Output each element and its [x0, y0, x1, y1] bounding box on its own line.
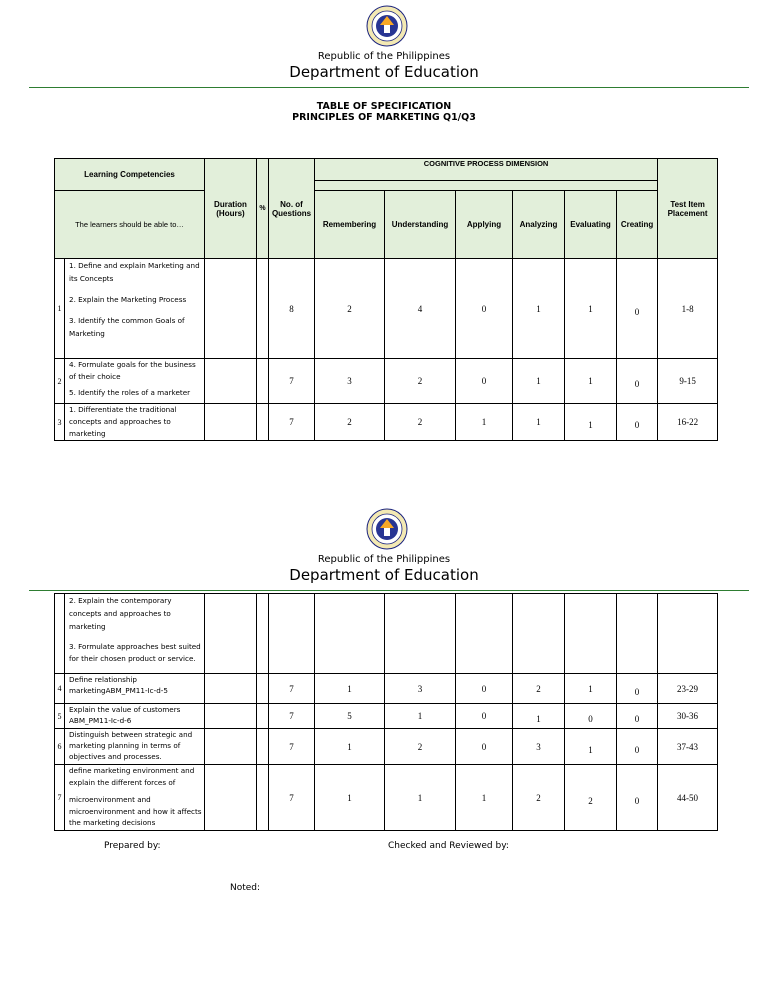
analyzing-cell: 3: [513, 729, 565, 765]
cognitive-header: COGNITIVE PROCESS DIMENSION: [315, 159, 658, 181]
questions-cell: 7: [269, 729, 315, 765]
prepared-by-label: Prepared by:: [104, 841, 161, 851]
checked-reviewed-label: Checked and Reviewed by:: [388, 841, 509, 851]
num-questions-header: No. of Questions: [269, 159, 315, 259]
percent-cell: [257, 729, 269, 765]
placement-cell: 37-43: [658, 729, 718, 765]
analyzing-cell: 1: [513, 704, 565, 729]
questions-cell: 7: [269, 704, 315, 729]
table-row: [55, 765, 718, 831]
competency-cell: [65, 359, 205, 404]
placement-cell: 23-29: [658, 674, 718, 704]
competency-cell: [65, 404, 205, 441]
evaluating-cell: 1: [565, 259, 617, 359]
competency-text: 2. Explain the contemporary concepts and approaches to marketing: [69, 596, 172, 631]
row-index: [55, 594, 65, 674]
analyzing-cell: 1: [513, 359, 565, 404]
republic-label: Republic of the Philippines: [317, 554, 451, 565]
applying-cell: 0: [456, 359, 513, 404]
applying-cell: 0: [456, 704, 513, 729]
understanding-cell: 1: [385, 704, 456, 729]
competency-text: 5. Identify the roles of a marketer: [69, 388, 191, 397]
deped-seal-icon: [366, 508, 408, 550]
percent-cell: [257, 765, 269, 831]
title-line-1: TABLE OF SPECIFICATION: [316, 101, 452, 112]
row-index: 2: [55, 359, 65, 404]
table-row: [55, 259, 718, 359]
noted-label: Noted:: [230, 883, 261, 893]
competency-cell: [65, 594, 205, 674]
analyzing-cell: 2: [513, 765, 565, 831]
competency-text: 4. Formulate goals for the business of their choice: [69, 360, 196, 381]
understanding-header: Understanding: [385, 191, 456, 259]
creating-cell: 0: [617, 704, 658, 729]
learners-able-header: The learners should be able to…: [55, 191, 205, 259]
competency-text: 3. Identify the common Goals of Marketing: [69, 316, 185, 338]
remembering-cell: 3: [315, 359, 385, 404]
percent-cell: [257, 359, 269, 404]
specification-table: [54, 158, 718, 441]
table-row: [55, 594, 718, 674]
competency-cell: [65, 729, 205, 765]
department-title: Department of Education: [289, 63, 479, 81]
row-index: 3: [55, 404, 65, 441]
evaluating-header: Evaluating: [565, 191, 617, 259]
competency-text: Distinguish between strategic and marketing planning in terms of objectives and processes.: [69, 730, 193, 761]
analyzing-cell: 1: [513, 259, 565, 359]
percent-cell: [257, 404, 269, 441]
competency-text: Define relationship marketingABM_PM11-Ic-d-5: [69, 675, 168, 695]
header-divider: [29, 87, 749, 88]
placement-cell: 30-36: [658, 704, 718, 729]
applying-cell: 0: [456, 729, 513, 765]
placement-cell: 9-15: [658, 359, 718, 404]
percent-header: %: [257, 159, 269, 259]
applying-header: Applying: [456, 191, 513, 259]
questions-cell: 7: [269, 359, 315, 404]
placement-cell: 1-8: [658, 259, 718, 359]
applying-cell: 1: [456, 765, 513, 831]
applying-cell: 0: [456, 674, 513, 704]
creating-cell: 0: [617, 259, 658, 359]
competency-cell: [65, 259, 205, 359]
table-row: [55, 729, 718, 765]
creating-cell: 0: [617, 729, 658, 765]
analyzing-cell: 2: [513, 674, 565, 704]
questions-cell: 7: [269, 765, 315, 831]
evaluating-cell: 1: [565, 359, 617, 404]
remembering-cell: 1: [315, 765, 385, 831]
evaluating-cell: 1: [565, 674, 617, 704]
row-index: 7: [55, 765, 65, 831]
applying-cell: 0: [456, 259, 513, 359]
applying-cell: 1: [456, 404, 513, 441]
understanding-cell: 1: [385, 765, 456, 831]
row-index: 4: [55, 674, 65, 704]
title-line-2: PRINCIPLES OF MARKETING Q1/Q3: [292, 112, 476, 123]
duration-cell: [205, 674, 257, 704]
table-row: [55, 674, 718, 704]
test-item-header: Test Item Placement: [658, 159, 718, 259]
cognitive-subheader: [315, 181, 658, 191]
evaluating-cell: 1: [565, 404, 617, 441]
analyzing-cell: 1: [513, 404, 565, 441]
questions-cell: 7: [269, 404, 315, 441]
department-title: Department of Education: [289, 566, 479, 584]
document-title: [0, 101, 768, 123]
creating-cell: 0: [617, 765, 658, 831]
remembering-cell: 2: [315, 404, 385, 441]
evaluating-cell: 1: [565, 729, 617, 765]
understanding-cell: 2: [385, 404, 456, 441]
duration-cell: [205, 404, 257, 441]
competency-text: 2. Explain the Marketing Process: [69, 295, 187, 304]
placement-cell: 16-22: [658, 404, 718, 441]
competency-text: 1. Define and explain Marketing and its Concepts: [69, 261, 200, 283]
remembering-cell: 1: [315, 674, 385, 704]
understanding-cell: 3: [385, 674, 456, 704]
percent-cell: [257, 259, 269, 359]
competency-text: 1. Differentiate the traditional concepts and approaches to marketing: [69, 405, 177, 438]
creating-cell: 0: [617, 359, 658, 404]
competency-cell: [65, 704, 205, 729]
evaluating-cell: 2: [565, 765, 617, 831]
questions-cell: 8: [269, 259, 315, 359]
duration-cell: [205, 765, 257, 831]
remembering-cell: 5: [315, 704, 385, 729]
duration-cell: [205, 729, 257, 765]
competency-text: microenvironment and microenvironment and how it affects the marketing decisions: [69, 795, 202, 827]
table-row: [55, 704, 718, 729]
competency-cell: [65, 674, 205, 704]
evaluating-cell: 0: [565, 704, 617, 729]
remembering-cell: 1: [315, 729, 385, 765]
analyzing-header: Analyzing: [513, 191, 565, 259]
duration-cell: [205, 259, 257, 359]
competency-text: 3. Formulate approaches best suited for their chosen product or service.: [69, 642, 201, 663]
creating-header: Creating: [617, 191, 658, 259]
percent-cell: [257, 674, 269, 704]
percent-cell: [257, 704, 269, 729]
remembering-header: Remembering: [315, 191, 385, 259]
specification-table-continued: [54, 593, 718, 831]
competency-cell: [65, 765, 205, 831]
table-row: [55, 359, 718, 404]
row-index: 5: [55, 704, 65, 729]
row-index: 1: [55, 259, 65, 359]
header-divider: [29, 590, 749, 591]
questions-cell: 7: [269, 674, 315, 704]
row-index: 6: [55, 729, 65, 765]
understanding-cell: 4: [385, 259, 456, 359]
creating-cell: 0: [617, 674, 658, 704]
duration-cell: [205, 359, 257, 404]
placement-cell: 44-50: [658, 765, 718, 831]
deped-seal-icon: [366, 5, 408, 47]
republic-label: Republic of the Philippines: [317, 51, 451, 62]
competency-text: define marketing environment and explain the different forces of: [69, 766, 195, 787]
competency-text: Explain the value of customers ABM_PM11-Ic-d-6: [69, 705, 181, 725]
table-row: [55, 404, 718, 441]
duration-header: Duration (Hours): [205, 159, 257, 259]
duration-cell: [205, 704, 257, 729]
learning-competencies-header: Learning Competencies: [55, 159, 205, 191]
understanding-cell: 2: [385, 729, 456, 765]
creating-cell: 0: [617, 404, 658, 441]
understanding-cell: 2: [385, 359, 456, 404]
remembering-cell: 2: [315, 259, 385, 359]
